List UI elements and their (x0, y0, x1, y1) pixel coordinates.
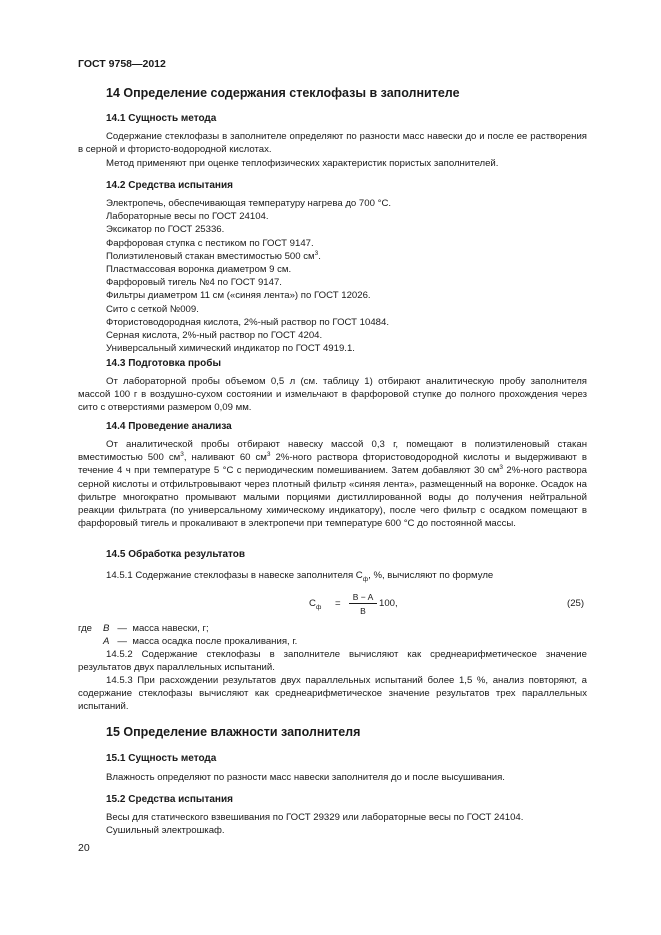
equipment-item: Фарфоровый тигель №4 по ГОСТ 9147. (106, 277, 282, 289)
section-14-1-paragraph-2: Метод применяют при оценке теплофизических характеристик пористых заполнителей. (106, 158, 499, 169)
where-word: где (78, 623, 93, 634)
equipment-item: Фарфоровая ступка с пестиком по ГОСТ 9147. (106, 237, 314, 249)
equipment-item: Весы для статического взвешивания по ГОСТ 29329 или лабораторные весы по ГОСТ 24104. (106, 812, 524, 823)
formula-numerator: B − A (349, 592, 377, 604)
superscript: 3 (314, 249, 319, 257)
formula-symbol: С (309, 598, 316, 609)
section-14-4-heading: 14.4 Проведение анализа (106, 421, 232, 432)
section-14-5-3-paragraph: 14.5.3 При расхождении результатов двух параллельных испытаний более 1,5 %, анализ повторяют, а содержание стеклофазы вычисляют как среднеарифметическое значение результатов трех параллельных испытаний. (78, 675, 587, 713)
section-14-5-2-paragraph: 14.5.2 Содержание стеклофазы в заполнителе вычисляют как среднеарифметическое значение результатов двух параллельных испытаний. (78, 649, 587, 674)
equipment-list-15 (106, 811, 586, 837)
section-14-5-1-paragraph (106, 569, 493, 582)
equipment-item: Пластмассовая воронка диаметром 9 см. (106, 264, 292, 276)
section-14-1-paragraph-1: Содержание стеклофазы в заполнителе определяют по разности масс навески до и после ее растворения в серной и фтористо-водородной кислотах. (78, 131, 587, 156)
section-15-2-heading: 15.2 Средства испытания (106, 794, 233, 805)
where-row (103, 635, 297, 648)
variable-symbol: B (103, 623, 110, 634)
equipment-item: Фильтры диаметром 11 см («синяя лента») по ГОСТ 12026. (106, 290, 371, 302)
equipment-item: Лабораторные весы по ГОСТ 24104. (106, 211, 269, 223)
formula-factor: 100, (379, 598, 398, 609)
equipment-item: Сушильный электрошкаф. (106, 825, 225, 837)
beaker-text: Полиэтиленовый стакан вместимостью 500 см (106, 250, 315, 262)
section-15-1-paragraph: Влажность определяют по разности масс навески заполнителя до и после высушивания. (106, 772, 505, 783)
equation-number: (25) (567, 598, 585, 609)
where-dash: — (117, 636, 127, 647)
superscript: 3 (499, 464, 504, 472)
variable-symbol: A (103, 636, 110, 647)
section-14-2-heading: 14.2 Средства испытания (106, 180, 233, 191)
text-run: 2%-ного раствора фтористоводородной кислоты и выдерживают в течение 4 ч при температуре 5 °С с периодическим помешиванием. Затем добавляют 30 см (78, 452, 587, 477)
equipment-item: Фтористоводородная кислота, 2%-ный раствор по ГОСТ 10484. (106, 316, 390, 328)
formula-equals: = (335, 598, 341, 609)
equipment-item: Универсальный химический индикатор по ГОСТ 4919.1. (106, 343, 355, 355)
text-run: , наливают 60 см (183, 452, 267, 464)
text-run: , %, вычисляют по формуле (368, 570, 494, 581)
document-header: ГОСТ 9758—2012 (78, 58, 166, 70)
formula-fraction (349, 592, 377, 616)
section-14-3-paragraph: От лабораторной пробы объемом 0,5 л (см. таблицу 1) отбирают аналитическую пробу заполнителя массой 100 г в воздушно-сухом состоянии и измельчают в фарфоровой ступке до полного прохождения через сито с отверстиями размером 0,09 мм. (78, 376, 587, 414)
formula-lhs (309, 598, 321, 609)
equipment-item (106, 250, 586, 263)
variable-description: масса навески, г; (132, 623, 209, 634)
section-14-title: 14 Определение содержания стеклофазы в заполнителе (106, 86, 460, 100)
where-dash: — (117, 623, 127, 634)
section-14-4-paragraph (78, 438, 587, 530)
text-run: 14.5.1 Содержание стеклофазы в навеске заполнителя С (106, 570, 363, 581)
page-number: 20 (78, 842, 90, 854)
variable-description: масса осадка после прокаливания, г. (132, 636, 298, 647)
formula-denominator: B (360, 606, 366, 616)
section-15-title: 15 Определение влажности заполнителя (106, 725, 361, 739)
equipment-item: Сито с сеткой №009. (106, 303, 199, 315)
text-run: От аналитической пробы отбирают навеску массой 0,3 г, помещают в полиэтиленовый стакан вместимостью 500 см (78, 439, 587, 464)
equipment-item: Серная кислота, 2%-ный раствор по ГОСТ 4204. (106, 330, 323, 342)
superscript: 3 (180, 451, 184, 459)
superscript: 3 (266, 451, 271, 459)
text-run: 2%-ного раствора серной кислоты и отфильтровывают через плотный фильтр «синяя лента», размещенный на воронке. Осадок на фильтре многократно промывают малыми порциями дистиллированной воды до получения нейтральной реакции фильтрата (по универсальному химическому индикатору), после чего фильтр с осадком помещают в фарфоровый тигель и прокаливают в электропечи при температуре 600 °С до постоянной массы. (78, 465, 587, 530)
where-row (103, 622, 209, 635)
section-14-5-heading: 14.5 Обработка результатов (106, 549, 246, 560)
section-14-3-heading: 14.3 Подготовка пробы (106, 358, 221, 369)
equipment-item: Эксикатор по ГОСТ 25336. (106, 224, 225, 236)
equipment-list (106, 197, 586, 355)
subscript: ф (362, 575, 369, 583)
section-15-1-heading: 15.1 Сущность метода (106, 753, 217, 764)
subscript: ф (315, 603, 322, 611)
beaker-text-end: . (318, 250, 321, 262)
equipment-item: Электропечь, обеспечивающая температуру нагрева до 700 °С. (106, 198, 392, 209)
section-14-1-heading: 14.1 Сущность метода (106, 113, 217, 124)
